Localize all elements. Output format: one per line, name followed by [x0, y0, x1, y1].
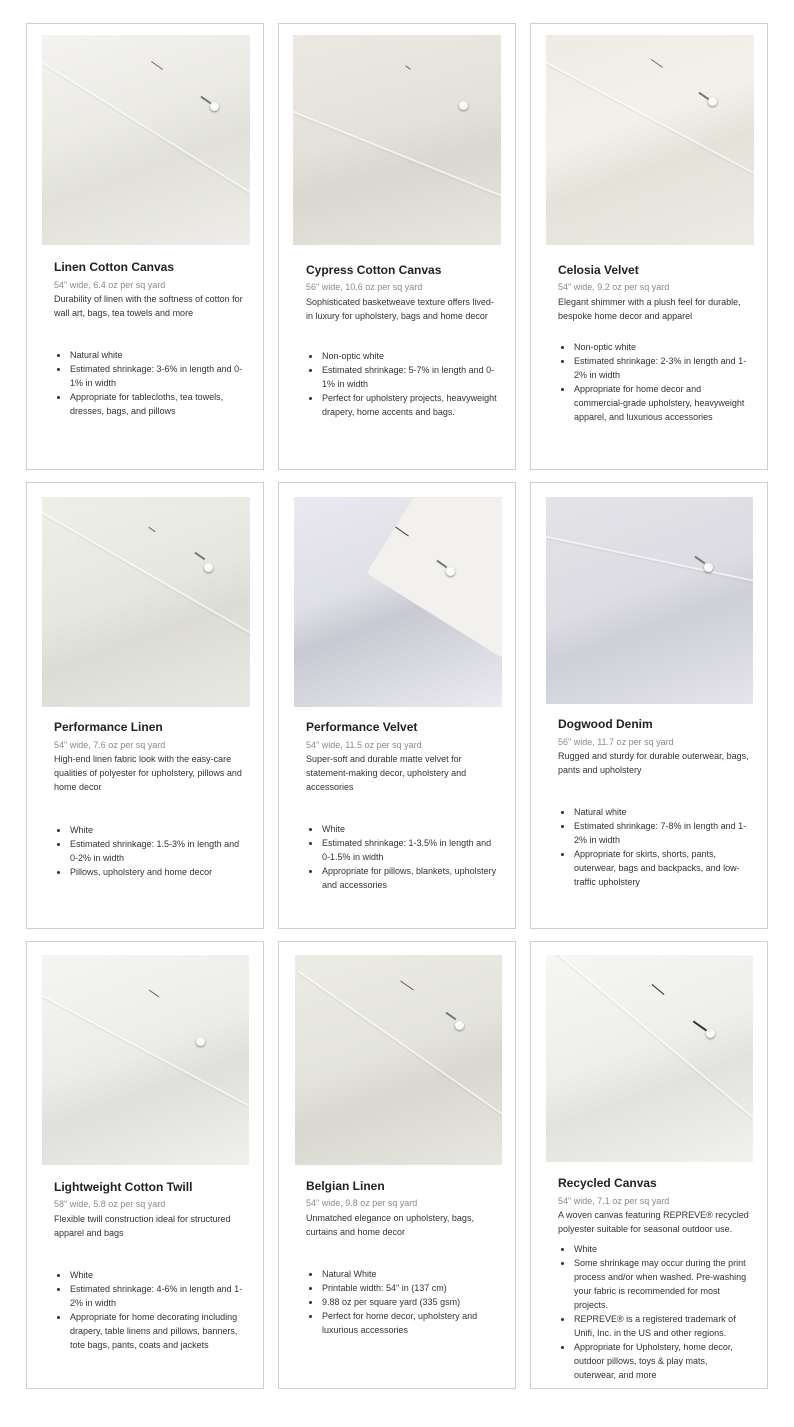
product-specs: 54" wide, 9.2 oz per sq yard — [558, 282, 670, 292]
feature-list — [54, 823, 245, 879]
product-title[interactable]: Belgian Linen — [306, 1179, 385, 1193]
product-title[interactable]: Celosia Velvet — [558, 263, 639, 277]
product-title[interactable]: Cypress Cotton Canvas — [306, 263, 442, 277]
product-specs: 56" wide, 11.7 oz per sq yard — [558, 737, 674, 747]
feature-list — [54, 1268, 245, 1352]
feature-item: Perfect for home decor, upholstery and luxurious accessories — [306, 1309, 497, 1337]
product-description: A woven canvas featuring REPREVE® recycled polyester suitable for seasonal outdoor use. — [558, 1210, 749, 1234]
feature-item: Appropriate for pillows, blankets, upholstery and accessories — [306, 864, 497, 892]
feature-item: Estimated shrinkage: 1-3.5% in length and 0-1.5% in width — [306, 836, 497, 864]
product-description: Super-soft and durable matte velvet for statement-making decor, upholstery and accessories — [306, 754, 467, 792]
feature-item: White — [306, 822, 497, 836]
product-specs: 54" wide, 7.1 oz per sq yard — [558, 1196, 670, 1206]
product-title[interactable]: Performance Linen — [54, 720, 163, 734]
feature-item: Appropriate for skirts, shorts, pants, outerwear, bags and backpacks, and low-traffic upholstery — [558, 847, 749, 889]
product-description: High-end linen fabric look with the easy-care qualities of polyester for upholstery, pillows and home decor — [54, 754, 242, 792]
product-title[interactable]: Linen Cotton Canvas — [54, 260, 175, 274]
product-card[interactable] — [26, 941, 264, 1389]
product-title[interactable]: Recycled Canvas — [558, 1176, 657, 1190]
product-card[interactable] — [278, 482, 516, 929]
feature-item: White — [558, 1242, 749, 1256]
feature-list — [558, 340, 749, 424]
product-specs: 56" wide, 10.6 oz per sq yard — [306, 282, 423, 292]
fabric-swatch-image[interactable] — [546, 35, 754, 245]
product-description: Sophisticated basketweave texture offers lived-in luxury for upholstery, bags and home decor — [306, 297, 494, 321]
feature-list — [306, 822, 497, 892]
feature-item: Natural white — [558, 805, 749, 819]
product-specs: 54" wide, 9.8 oz per sq yard — [306, 1198, 418, 1208]
product-specs: 58" wide, 5.8 oz per sq yard — [54, 1199, 166, 1209]
product-card[interactable] — [26, 23, 264, 470]
feature-item: Estimated shrinkage: 4-6% in length and 1-2% in width — [54, 1282, 245, 1310]
feature-item: Estimated shrinkage: 3-6% in length and 0-1% in width — [54, 362, 245, 390]
product-card[interactable] — [278, 941, 516, 1389]
feature-list — [306, 1267, 497, 1337]
product-description: Durability of linen with the softness of cotton for wall art, bags, tea towels and more — [54, 294, 243, 318]
product-specs: 54" wide, 6.4 oz per sq yard — [54, 280, 166, 290]
product-specs: 54" wide, 7.6 oz per sq yard — [54, 740, 166, 750]
product-card[interactable] — [278, 23, 516, 470]
fabric-swatch-image[interactable] — [295, 955, 502, 1165]
feature-item: Perfect for upholstery projects, heavyweight drapery, home accents and bags. — [306, 391, 497, 419]
feature-item: Appropriate for home decorating including drapery, table linens and pillows, banners, tote bags, pants, coats and jackets — [54, 1310, 245, 1352]
fabric-swatch-image[interactable] — [42, 497, 250, 707]
product-title[interactable]: Performance Velvet — [306, 720, 418, 734]
product-description: Elegant shimmer with a plush feel for durable, bespoke home decor and apparel — [558, 297, 741, 321]
product-title[interactable]: Dogwood Denim — [558, 717, 653, 731]
feature-item: Appropriate for Upholstery, home decor, outdoor pillows, toys & play mats, outerwear, and more — [558, 1340, 749, 1382]
product-card[interactable] — [530, 941, 768, 1389]
feature-item: 9.88 oz per square yard (335 gsm) — [306, 1295, 497, 1309]
product-description: Flexible twill construction ideal for structured apparel and bags — [54, 1214, 231, 1238]
fabric-swatch-image[interactable] — [294, 497, 502, 707]
product-title[interactable]: Lightweight Cotton Twill — [54, 1180, 193, 1194]
product-card[interactable] — [530, 23, 768, 470]
feature-item: Some shrinkage may occur during the print process and/or when washed. Pre-washing your fabric is recommended for most projects. — [558, 1256, 749, 1312]
fabric-swatch-image[interactable] — [293, 35, 501, 245]
feature-list — [54, 348, 245, 418]
feature-item: White — [54, 823, 245, 837]
feature-item: Natural white — [54, 348, 245, 362]
product-description: Rugged and sturdy for durable outerwear, bags, pants and upholstery — [558, 751, 749, 775]
product-description: Unmatched elegance on upholstery, bags, curtains and home decor — [306, 1213, 474, 1237]
feature-item: Non-optic white — [558, 340, 749, 354]
feature-item: White — [54, 1268, 245, 1282]
fabric-swatch-image[interactable] — [42, 955, 249, 1165]
product-card[interactable] — [530, 482, 768, 929]
feature-item: Estimated shrinkage: 5-7% in length and 0-1% in width — [306, 363, 497, 391]
product-specs: 54" wide, 11.5 oz per sq yard — [306, 740, 422, 750]
feature-item: Estimated shrinkage: 7-8% in length and 1-2% in width — [558, 819, 749, 847]
fabric-swatch-image[interactable] — [42, 35, 250, 245]
feature-item: Estimated shrinkage: 2-3% in length and 1-2% in width — [558, 354, 749, 382]
feature-list — [306, 349, 497, 419]
feature-item: Printable width: 54" in (137 cm) — [306, 1281, 497, 1295]
feature-item: Estimated shrinkage: 1.5-3% in length and 0-2% in width — [54, 837, 245, 865]
feature-list — [558, 1242, 749, 1382]
feature-item: REPREVE® is a registered trademark of Unifi, Inc. in the US and other regions. — [558, 1312, 749, 1340]
feature-item: Appropriate for home decor and commercial-grade upholstery, heavyweight apparel, and luxurious accessories — [558, 382, 749, 424]
feature-list — [558, 805, 749, 889]
feature-item: Pillows, upholstery and home decor — [54, 865, 245, 879]
fabric-swatch-image[interactable] — [546, 955, 753, 1162]
fabric-swatch-image[interactable] — [546, 497, 753, 704]
feature-item: Appropriate for tablecloths, tea towels, dresses, bags, and pillows — [54, 390, 245, 418]
feature-item: Natural White — [306, 1267, 497, 1281]
feature-item: Non-optic white — [306, 349, 497, 363]
product-card[interactable] — [26, 482, 264, 929]
